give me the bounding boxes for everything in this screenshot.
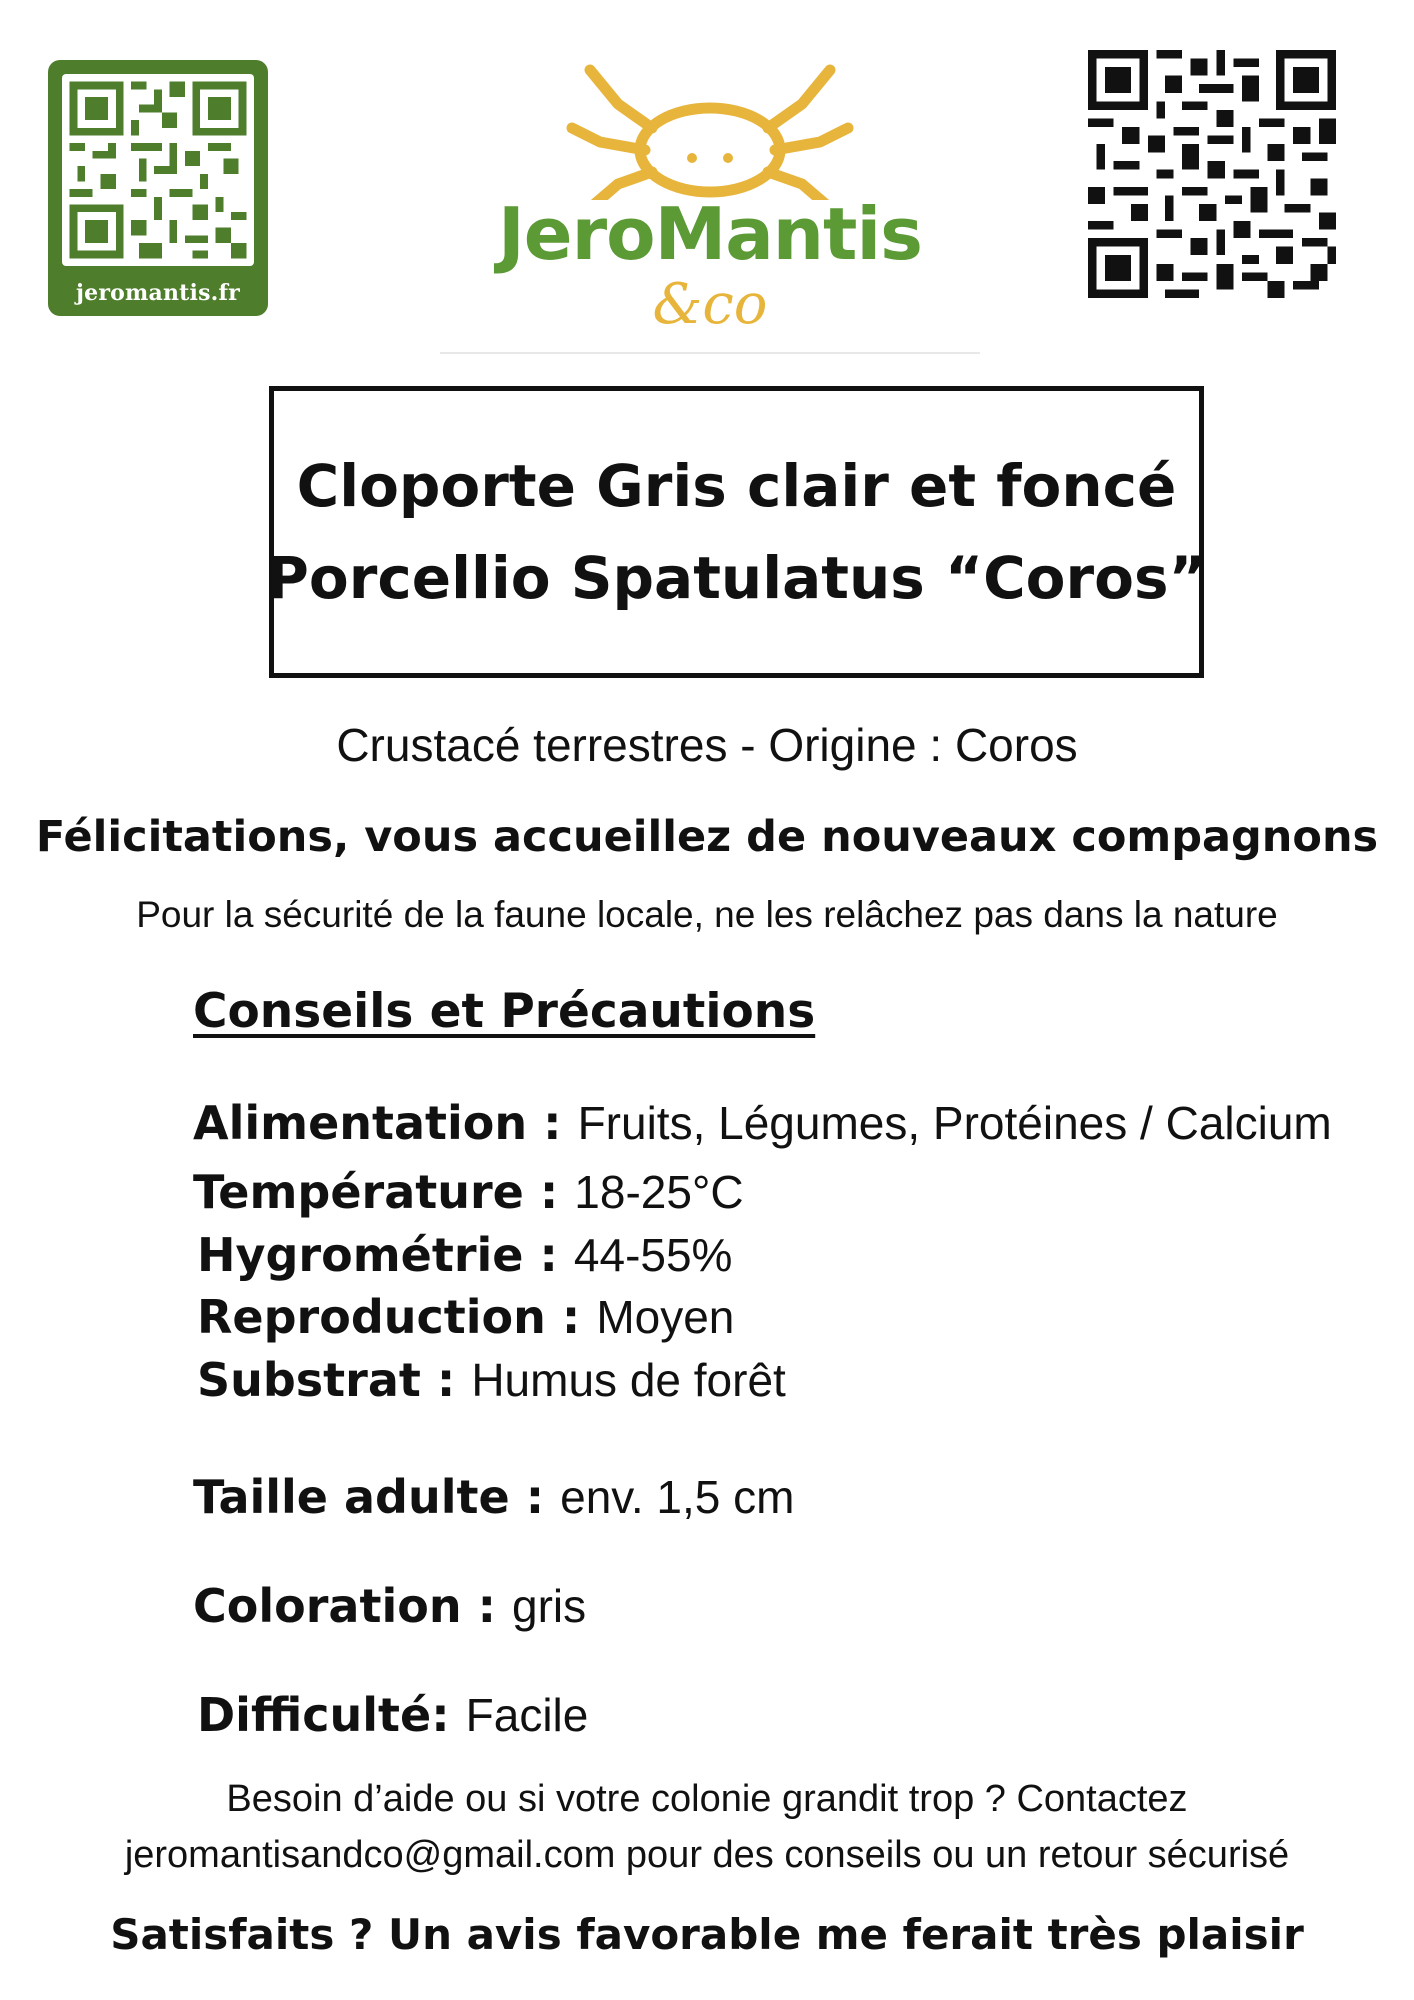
spec-value: Facile xyxy=(465,1689,589,1741)
contact-qr-icon[interactable] xyxy=(1088,50,1336,298)
website-caption[interactable]: jeromantis.fr xyxy=(76,280,240,306)
congratulations-heading: Félicitations, vous accueillez de nouveaux compagnons xyxy=(35,812,1379,862)
spec-label: Taille adulte : xyxy=(193,1470,561,1524)
spec-label: Température : xyxy=(193,1165,575,1219)
section-title: Conseils et Précautions xyxy=(193,984,816,1039)
spec-value: Fruits, Légumes, Protéines / Calcium xyxy=(577,1097,1332,1149)
spec-label: Reproduction : xyxy=(197,1290,597,1344)
spec-value: Moyen xyxy=(596,1291,735,1343)
website-qr-card[interactable] xyxy=(48,60,268,316)
brand-suffix: &co xyxy=(652,272,768,337)
spec-label: Difficulté: xyxy=(197,1688,466,1742)
brand-logo xyxy=(440,50,980,356)
spec-temperature xyxy=(193,1165,744,1219)
spec-label: Substrat : xyxy=(197,1353,472,1407)
spec-humidity xyxy=(197,1228,732,1282)
spec-label: Coloration : xyxy=(193,1579,512,1633)
mascot-spider-logo xyxy=(440,50,980,200)
spec-difficulty xyxy=(197,1688,588,1742)
spec-value: env. 1,5 cm xyxy=(560,1471,795,1523)
spec-adult-size xyxy=(193,1470,794,1524)
help-line-1: Besoin d’aide ou si votre colonie grandit trop ? Contactez xyxy=(226,1778,1188,1820)
spec-reproduction xyxy=(197,1290,734,1344)
spec-value: Humus de forêt xyxy=(471,1354,786,1406)
help-contact-line[interactable]: jeromantisandco@gmail.com pour des conseils ou un retour sécurisé xyxy=(124,1834,1290,1876)
spec-label: Alimentation : xyxy=(193,1096,578,1150)
review-request: Satisfaits ? Un avis favorable me ferait très plaisir xyxy=(110,1910,1304,1959)
scientific-name: Porcellio Spatulatus “Coros” xyxy=(266,544,1207,612)
species-origin: Crustacé terrestres - Origine : Coros xyxy=(336,719,1078,771)
spec-value: 18-25°C xyxy=(574,1166,744,1218)
spec-label: Hygrométrie : xyxy=(197,1228,574,1282)
spec-value: 44-55% xyxy=(573,1229,733,1281)
website-qr-icon[interactable] xyxy=(62,74,254,266)
spec-value: gris xyxy=(512,1580,587,1632)
product-title-box xyxy=(266,386,1207,678)
spec-coloration xyxy=(193,1579,586,1633)
spec-feeding xyxy=(193,1096,1332,1150)
spec-substrate xyxy=(197,1353,786,1407)
header-divider xyxy=(440,352,980,354)
safety-notice: Pour la sécurité de la faune locale, ne les relâchez pas dans la nature xyxy=(136,894,1278,935)
common-name: Cloporte Gris clair et foncé xyxy=(296,452,1177,520)
brand-name: JeroMantis xyxy=(497,192,923,276)
